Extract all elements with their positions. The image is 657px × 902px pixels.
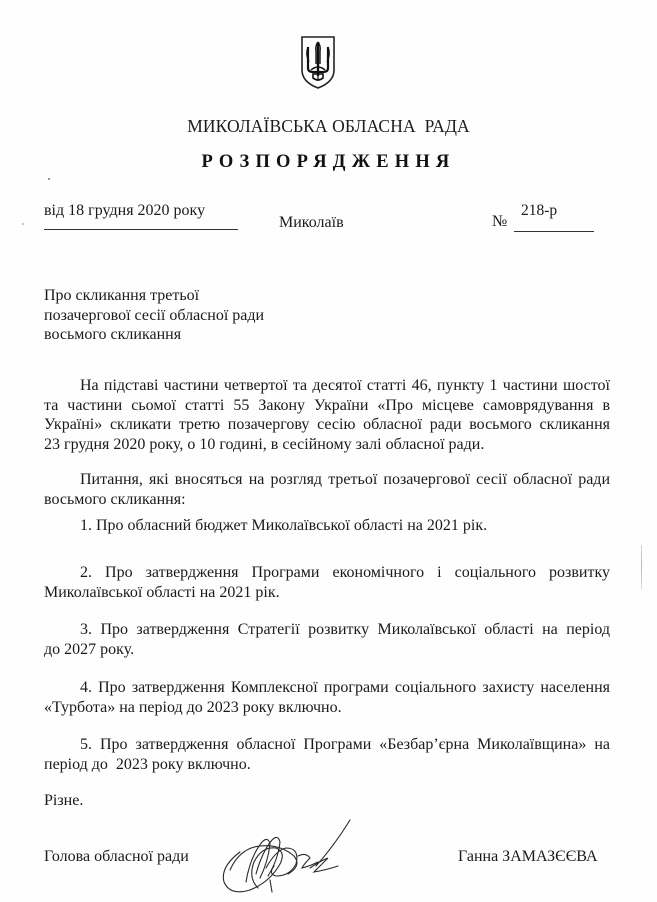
number-sign: № (492, 213, 508, 230)
agenda-item-line: 5. Про затвердження обласної Програми «Безбар’єрна Миколаївщина» на (80, 736, 610, 753)
paragraph-line: Питання, які вносяться на розгляд третьої позачергової сесії обласної ради (80, 471, 610, 488)
agenda-item-line: 2. Про затвердження Програми економічного і соціального розвитку (80, 564, 610, 581)
paragraph-line: На підставі частини четвертої та десятої статті 46, пункту 1 частини шостої (80, 377, 610, 394)
subject-line: восьмого скликання (44, 326, 182, 343)
agenda-item (44, 516, 610, 536)
agenda-item-line: до 2027 року. (44, 640, 135, 658)
document-number: 218-р (521, 202, 558, 219)
agenda-item (44, 620, 610, 659)
agenda-item-line: період до 2023 року включно. (44, 755, 251, 773)
scan-speck (22, 223, 24, 225)
agenda-item-line: «Турбота» на період до 2023 року включно. (44, 698, 342, 716)
number-underline (514, 231, 594, 232)
subject-line: позачергової сесії обласної ради (44, 306, 265, 324)
agenda-intro-paragraph (44, 470, 610, 509)
handwritten-signature (210, 812, 360, 900)
coat-of-arms-icon (299, 34, 337, 90)
subject-line: Про скликання третьої (44, 287, 200, 304)
misc-item: Різне. (44, 792, 84, 809)
signatory-name: Ганна ЗАМАЗЄЄВА (458, 848, 598, 865)
agenda-item (44, 678, 610, 717)
basis-paragraph (44, 376, 610, 454)
paragraph-line: восьмого скликання: (44, 490, 186, 508)
document-subject (44, 286, 264, 345)
signatory-title: Голова обласної ради (44, 848, 189, 865)
agenda-item (44, 563, 610, 602)
document-type-heading: РОЗПОРЯДЖЕННЯ (201, 152, 456, 172)
agenda-item (44, 735, 610, 774)
document-city: Миколаїв (279, 214, 344, 231)
agenda-item-line: 4. Про затвердження Комплексної програми соціального захисту населення (80, 679, 610, 696)
agenda-item-line: Миколаївської області на 2021 рік. (44, 583, 280, 601)
paragraph-line: Україні» скликати третю позачергову сесію обласної ради восьмого скликання (44, 416, 610, 433)
scan-speck (48, 178, 50, 180)
organization-name: МИКОЛАЇВСЬКА ОБЛАСНА РАДА (187, 116, 470, 136)
paragraph-line: та частини сьомої статті 55 Закону України «Про місцеве самоврядування в (44, 396, 610, 414)
document-date: від 18 грудня 2020 року (44, 202, 206, 219)
scan-artifact (641, 545, 642, 590)
agenda-item-line: 1. Про обласний бюджет Миколаївської області на 2021 рік. (80, 517, 488, 534)
date-underline (44, 229, 238, 230)
paragraph-line: 23 грудня 2020 року, о 10 годині, в сесійному залі обласної ради. (44, 435, 485, 453)
agenda-item-line: 3. Про затвердження Стратегії розвитку Миколаївської області на період (80, 621, 610, 638)
